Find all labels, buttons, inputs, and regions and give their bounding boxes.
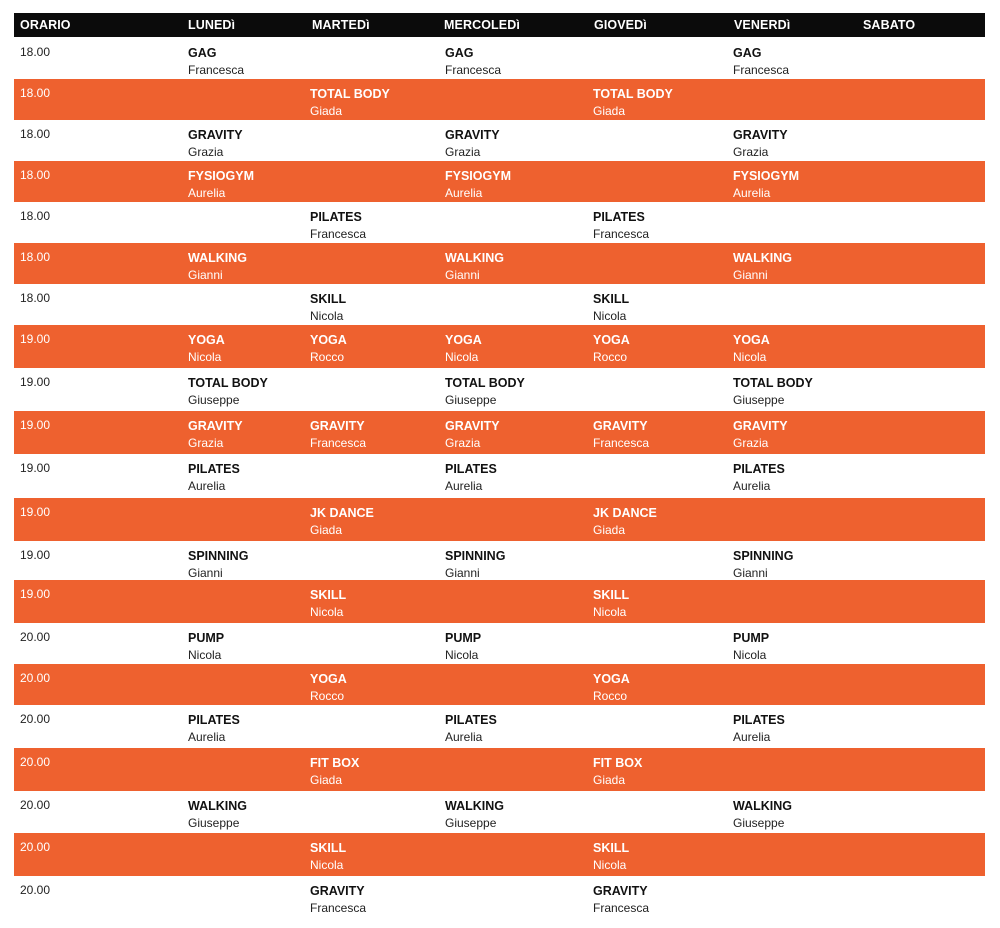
class-name: WALKING [733,799,793,813]
table-row [14,79,985,120]
trainer-name: Gianni [733,566,768,580]
class-cell [188,375,268,409]
trainer-name: Nicola [310,858,344,872]
class-name: SKILL [593,841,630,855]
table-row [14,833,985,876]
class-cell [445,250,504,284]
trainer-name: Francesca [445,63,502,77]
header-orario: ORARIO [20,18,71,32]
time-cell: 20.00 [20,840,51,854]
class-cell [310,505,374,539]
class-cell [445,45,501,79]
time-cell: 18.00 [20,250,51,264]
weekly-timetable [14,13,985,921]
trainer-name: Gianni [733,268,768,282]
class-name: PILATES [445,713,497,727]
trainer-name: Nicola [310,309,344,323]
time-cell: 20.00 [20,798,51,812]
trainer-name: Grazia [188,436,224,450]
class-cell [310,86,390,120]
class-cell [188,712,240,746]
class-cell [733,45,789,79]
class-cell [310,671,347,705]
table-row [14,748,985,791]
table-row [14,161,985,202]
trainer-name: Nicola [310,605,344,619]
time-cell: 18.00 [20,127,51,141]
time-cell: 20.00 [20,755,51,769]
class-name: YOGA [733,333,770,347]
class-name: YOGA [445,333,482,347]
class-name: GRAVITY [593,419,648,433]
class-name: GRAVITY [733,419,788,433]
table-row [14,541,985,580]
trainer-name: Aurelia [188,479,226,493]
trainer-name: Rocco [593,689,628,703]
class-name: YOGA [593,672,630,686]
class-name: SPINNING [733,549,794,563]
table-row [14,623,985,664]
class-name: GRAVITY [310,419,365,433]
class-cell [188,127,243,161]
class-cell [733,127,788,161]
class-cell [733,630,769,664]
class-cell [593,883,649,917]
table-row [14,705,985,748]
trainer-name: Rocco [310,689,345,703]
class-cell [733,548,793,582]
class-name: YOGA [310,333,347,347]
trainer-name: Francesca [188,63,245,77]
trainer-name: Francesca [733,63,790,77]
time-cell: 18.00 [20,209,51,223]
class-cell [445,418,500,452]
class-cell [445,630,481,664]
class-cell [593,587,629,621]
trainer-name: Nicola [188,648,222,662]
trainer-name: Grazia [188,145,224,159]
class-cell [188,630,224,664]
class-cell [733,375,813,409]
trainer-name: Aurelia [733,479,771,493]
header-martedi: MARTEDì [312,18,370,32]
table-row [14,791,985,833]
trainer-name: Gianni [445,268,480,282]
trainer-name: Rocco [310,350,345,364]
class-name: PILATES [445,462,497,476]
class-name: WALKING [188,251,248,265]
class-cell [310,840,346,874]
class-name: WALKING [188,799,248,813]
class-cell [445,798,504,832]
trainer-name: Nicola [445,350,479,364]
trainer-name: Giada [310,523,343,537]
trainer-name: Aurelia [733,186,771,200]
class-name: TOTAL BODY [188,376,268,390]
trainer-name: Aurelia [445,479,483,493]
class-cell [445,168,511,202]
class-name: SKILL [310,588,347,602]
class-cell [445,712,497,746]
time-cell: 19.00 [20,587,51,601]
class-cell [188,45,244,79]
class-name: TOTAL BODY [733,376,813,390]
trainer-name: Grazia [445,436,481,450]
class-name: PILATES [733,713,785,727]
class-name: GRAVITY [445,419,500,433]
class-cell [310,587,346,621]
class-cell [310,418,366,452]
trainer-name: Aurelia [733,730,771,744]
trainer-name: Giada [593,523,626,537]
trainer-name: Gianni [188,566,223,580]
class-name: TOTAL BODY [593,87,673,101]
class-cell [733,418,788,452]
trainer-name: Aurelia [188,186,226,200]
class-name: SKILL [593,292,630,306]
class-cell [593,209,649,243]
trainer-name: Giuseppe [733,393,785,407]
class-name: PILATES [593,210,645,224]
class-name: GRAVITY [593,884,648,898]
trainer-name: Francesca [593,436,650,450]
trainer-name: Nicola [593,309,627,323]
class-cell [188,798,247,832]
class-cell [593,332,630,366]
trainer-name: Giada [310,773,343,787]
trainer-name: Gianni [188,268,223,282]
trainer-name: Francesca [310,227,367,241]
trainer-name: Aurelia [188,730,226,744]
time-cell: 18.00 [20,291,51,305]
table-row [14,580,985,623]
header-mercoledi: MERCOLEDì [444,18,520,32]
class-name: PUMP [188,631,225,645]
class-cell [733,461,785,495]
class-name: JK DANCE [593,506,657,520]
trainer-name: Giuseppe [188,393,240,407]
trainer-name: Aurelia [445,730,483,744]
trainer-name: Giada [310,104,343,118]
class-cell [310,209,366,243]
class-name: GAG [733,46,762,60]
class-cell [733,168,799,202]
table-row [14,243,985,284]
header-sabato: SABATO [863,18,916,32]
class-name: WALKING [445,251,505,265]
table-row [14,454,985,498]
class-name: FIT BOX [593,756,643,770]
timetable-header [14,13,985,37]
trainer-name: Francesca [310,436,367,450]
class-cell [445,461,497,495]
trainer-name: Grazia [733,436,769,450]
time-cell: 20.00 [20,671,51,685]
class-cell [445,332,482,366]
class-name: GRAVITY [445,128,500,142]
time-cell: 19.00 [20,375,51,389]
trainer-name: Nicola [593,858,627,872]
time-cell: 19.00 [20,505,51,519]
class-name: PILATES [733,462,785,476]
class-name: GRAVITY [733,128,788,142]
table-row [14,411,985,454]
time-cell: 20.00 [20,630,51,644]
class-name: SKILL [593,588,630,602]
class-name: FYSIOGYM [733,169,799,183]
time-cell: 19.00 [20,548,51,562]
class-cell [445,548,505,582]
class-cell [593,755,642,789]
timetable-body [14,38,985,921]
class-cell [310,883,366,917]
class-name: WALKING [733,251,793,265]
class-name: PILATES [310,210,362,224]
class-name: PUMP [445,631,482,645]
trainer-name: Francesca [310,901,367,915]
time-cell: 20.00 [20,883,51,897]
trainer-name: Nicola [188,350,222,364]
table-row [14,876,985,921]
class-name: GAG [188,46,217,60]
class-cell [733,332,770,366]
class-cell [593,505,657,539]
class-name: GRAVITY [188,419,243,433]
class-cell [188,548,248,582]
class-name: YOGA [188,333,225,347]
time-cell: 18.00 [20,86,51,100]
class-cell [733,712,785,746]
class-cell [188,461,240,495]
class-cell [445,375,525,409]
class-name: TOTAL BODY [445,376,525,390]
table-row [14,284,985,325]
class-name: FYSIOGYM [188,169,254,183]
class-cell [445,127,500,161]
class-cell [310,332,347,366]
class-cell [188,250,247,284]
trainer-name: Gianni [445,566,480,580]
class-name: GAG [445,46,474,60]
class-cell [310,755,359,789]
header-venerdi: VENERDì [734,18,791,32]
header-lunedi: LUNEDì [188,18,236,32]
class-cell [188,168,254,202]
table-row [14,498,985,541]
trainer-name: Giuseppe [188,816,240,830]
class-name: JK DANCE [310,506,374,520]
table-row [14,664,985,705]
table-row [14,38,985,79]
class-name: WALKING [445,799,505,813]
class-name: FIT BOX [310,756,360,770]
class-cell [188,418,243,452]
table-row [14,202,985,243]
class-cell [593,418,649,452]
class-name: YOGA [593,333,630,347]
trainer-name: Grazia [733,145,769,159]
trainer-name: Grazia [445,145,481,159]
class-name: SPINNING [188,549,249,563]
trainer-name: Nicola [593,605,627,619]
class-name: TOTAL BODY [310,87,390,101]
time-cell: 19.00 [20,332,51,346]
trainer-name: Nicola [733,350,767,364]
class-cell [593,840,629,874]
table-row [14,325,985,368]
class-cell [593,291,629,325]
class-cell [188,332,225,366]
class-name: SKILL [310,841,347,855]
trainer-name: Francesca [593,901,650,915]
class-name: SPINNING [445,549,506,563]
class-name: PUMP [733,631,770,645]
time-cell: 19.00 [20,418,51,432]
class-cell [593,671,630,705]
trainer-name: Nicola [445,648,479,662]
time-cell: 19.00 [20,461,51,475]
class-cell [733,798,792,832]
trainer-name: Giuseppe [733,816,785,830]
class-cell [593,86,673,120]
time-cell: 18.00 [20,168,51,182]
trainer-name: Giuseppe [445,393,497,407]
trainer-name: Francesca [593,227,650,241]
class-name: SKILL [310,292,347,306]
table-row [14,120,985,161]
table-row [14,368,985,411]
trainer-name: Giuseppe [445,816,497,830]
trainer-name: Giada [593,104,626,118]
trainer-name: Nicola [733,648,767,662]
class-name: FYSIOGYM [445,169,511,183]
class-name: GRAVITY [188,128,243,142]
class-cell [733,250,792,284]
class-name: YOGA [310,672,347,686]
time-cell: 18.00 [20,45,51,59]
class-name: PILATES [188,462,240,476]
class-name: PILATES [188,713,240,727]
header-giovedi: GIOVEDì [594,18,647,32]
trainer-name: Rocco [593,350,628,364]
trainer-name: Aurelia [445,186,483,200]
trainer-name: Giada [593,773,626,787]
time-cell: 20.00 [20,712,51,726]
class-cell [310,291,346,325]
class-name: GRAVITY [310,884,365,898]
